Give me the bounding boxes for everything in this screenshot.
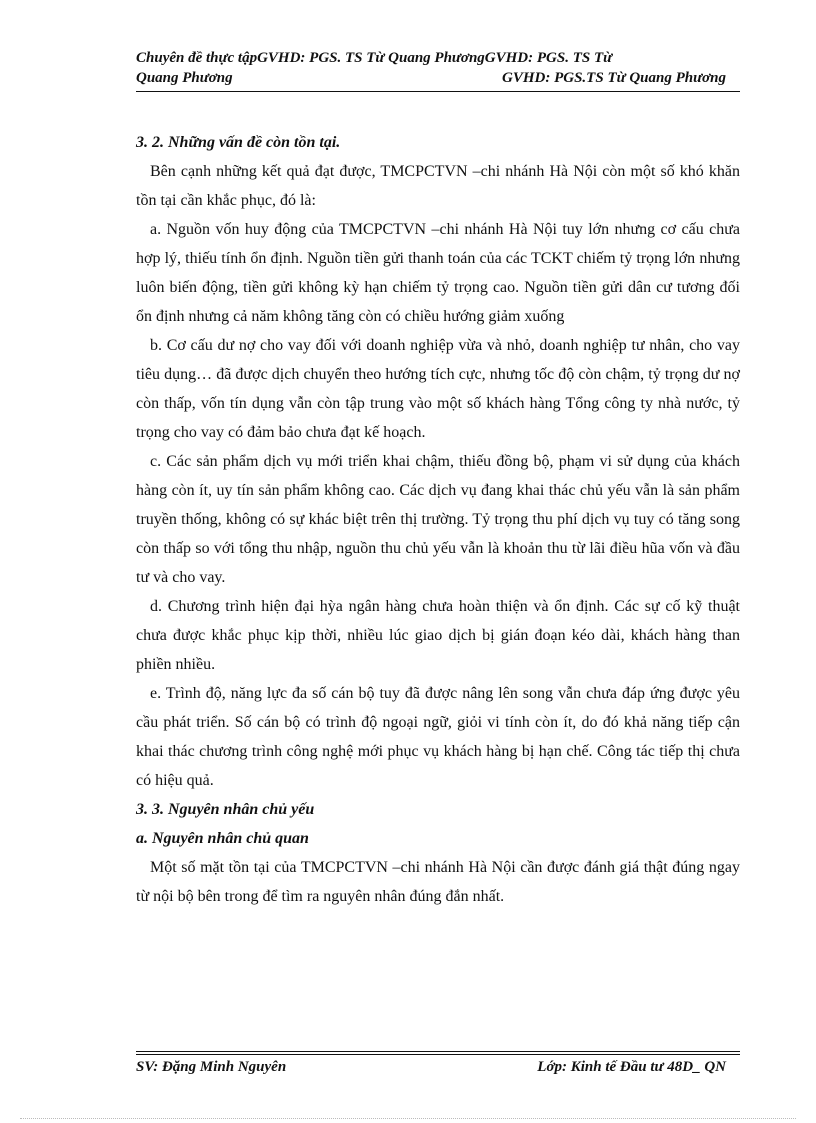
footer-divider <box>136 1051 740 1055</box>
footer-student: SV: Đặng Minh Nguyên <box>136 1059 287 1075</box>
paragraph-item-b: b. Cơ cấu dư nợ cho vay đối với doanh nghiệp vừa và nhỏ, doanh nghiệp tư nhân, cho vay tiêu dụng… đã được dịch chuyển theo hướng tích cực, nhưng tốc độ còn chậm, tỷ trọng dư nợ còn thấp, vốn tín dụng vẫn còn tập trung vào một số khách hàng Tổng công ty nhà nước, tỷ trọng cho vay có đảm bảo chưa đạt kế hoạch. <box>136 337 740 441</box>
header-line-1: Chuyên đề thực tậpGVHD: PGS. TS Từ Quang PhươngGVHD: PGS. TS Từ <box>136 50 613 66</box>
page-header <box>136 48 740 88</box>
footer-class: Lớp: Kinh tế Đầu tư 48D_ QN <box>537 1059 726 1075</box>
paragraph-item-c: c. Các sản phẩm dịch vụ mới triển khai chậm, thiếu đồng bộ, phạm vi sử dụng của khách hàng còn ít, uy tín sản phẩm không cao. Các dịch vụ đang khai thác chủ yếu vẫn là sản phẩm truyền thống, không có sự khác biệt trên thị trường. Tỷ trọng thu phí dịch vụ tuy có tăng song còn thấp so với tổng thu nhập, nguồn thu chủ yếu vẫn là khoản thu từ lãi điều hũa vốn và đầu tư và cho vay. <box>136 453 740 586</box>
paragraph-item-d: d. Chương trình hiện đại hỳa ngân hàng chưa hoàn thiện và ổn định. Các sự cố kỹ thuật chưa được khắc phục kịp thời, nhiều lúc giao dịch bị gián đoạn kéo dài, khách hàng than phiền nhiều. <box>136 598 740 673</box>
header-line-2-left: Quang Phương <box>136 70 233 86</box>
intro-paragraph: Bên cạnh những kết quả đạt được, TMCPCTVN –chi nhánh Hà Nội còn một số khó khăn tồn tại cần khắc phục, đó là: <box>136 163 740 209</box>
header-line-2 <box>136 68 740 88</box>
page-footer <box>136 1057 726 1077</box>
document-body <box>136 128 740 911</box>
paragraph-item-e: e. Trình độ, năng lực đa số cán bộ tuy đã được nâng lên song vẫn chưa đáp ứng được yêu cầu phát triển. Số cán bộ có trình độ ngoại ngữ, giỏi vi tính còn ít, do đó khả năng tiếp cận khai thác chương trình công nghệ mới phục vụ khách hàng bị hạn chế. Công tác tiếp thị chưa có hiệu quả. <box>136 685 740 789</box>
header-line-2-right: GVHD: PGS.TS Từ Quang Phương <box>502 70 726 86</box>
closing-paragraph: Một số mặt tồn tại của TMCPCTVN –chi nhánh Hà Nội cần được đánh giá thật đúng ngay từ nội bộ bên trong để tìm ra nguyên nhân đúng đắn nhất. <box>136 859 740 905</box>
paragraph-item-a: a. Nguồn vốn huy động của TMCPCTVN –chi nhánh Hà Nội tuy lớn nhưng cơ cấu chưa hợp lý, thiếu tính ổn định. Nguồn tiền gửi thanh toán của các TCKT chiếm tỷ trọng lớn nhưng luôn biến động, tiền gửi không kỳ hạn chiếm tỷ trọng cao. Nguồn tiền gửi dân cư tương đối ổn định nhưng cả năm không tăng còn có chiều hướng giảm xuống <box>136 221 740 325</box>
header-divider <box>136 91 740 92</box>
section-heading-3-3: 3. 3. Nguyên nhân chủ yếu <box>136 801 315 818</box>
section-heading-3-2: 3. 2. Những vấn đề còn tồn tại. <box>136 134 341 151</box>
subsection-heading-a: a. Nguyên nhân chủ quan <box>136 830 309 847</box>
page-bottom-edge <box>20 1118 796 1119</box>
